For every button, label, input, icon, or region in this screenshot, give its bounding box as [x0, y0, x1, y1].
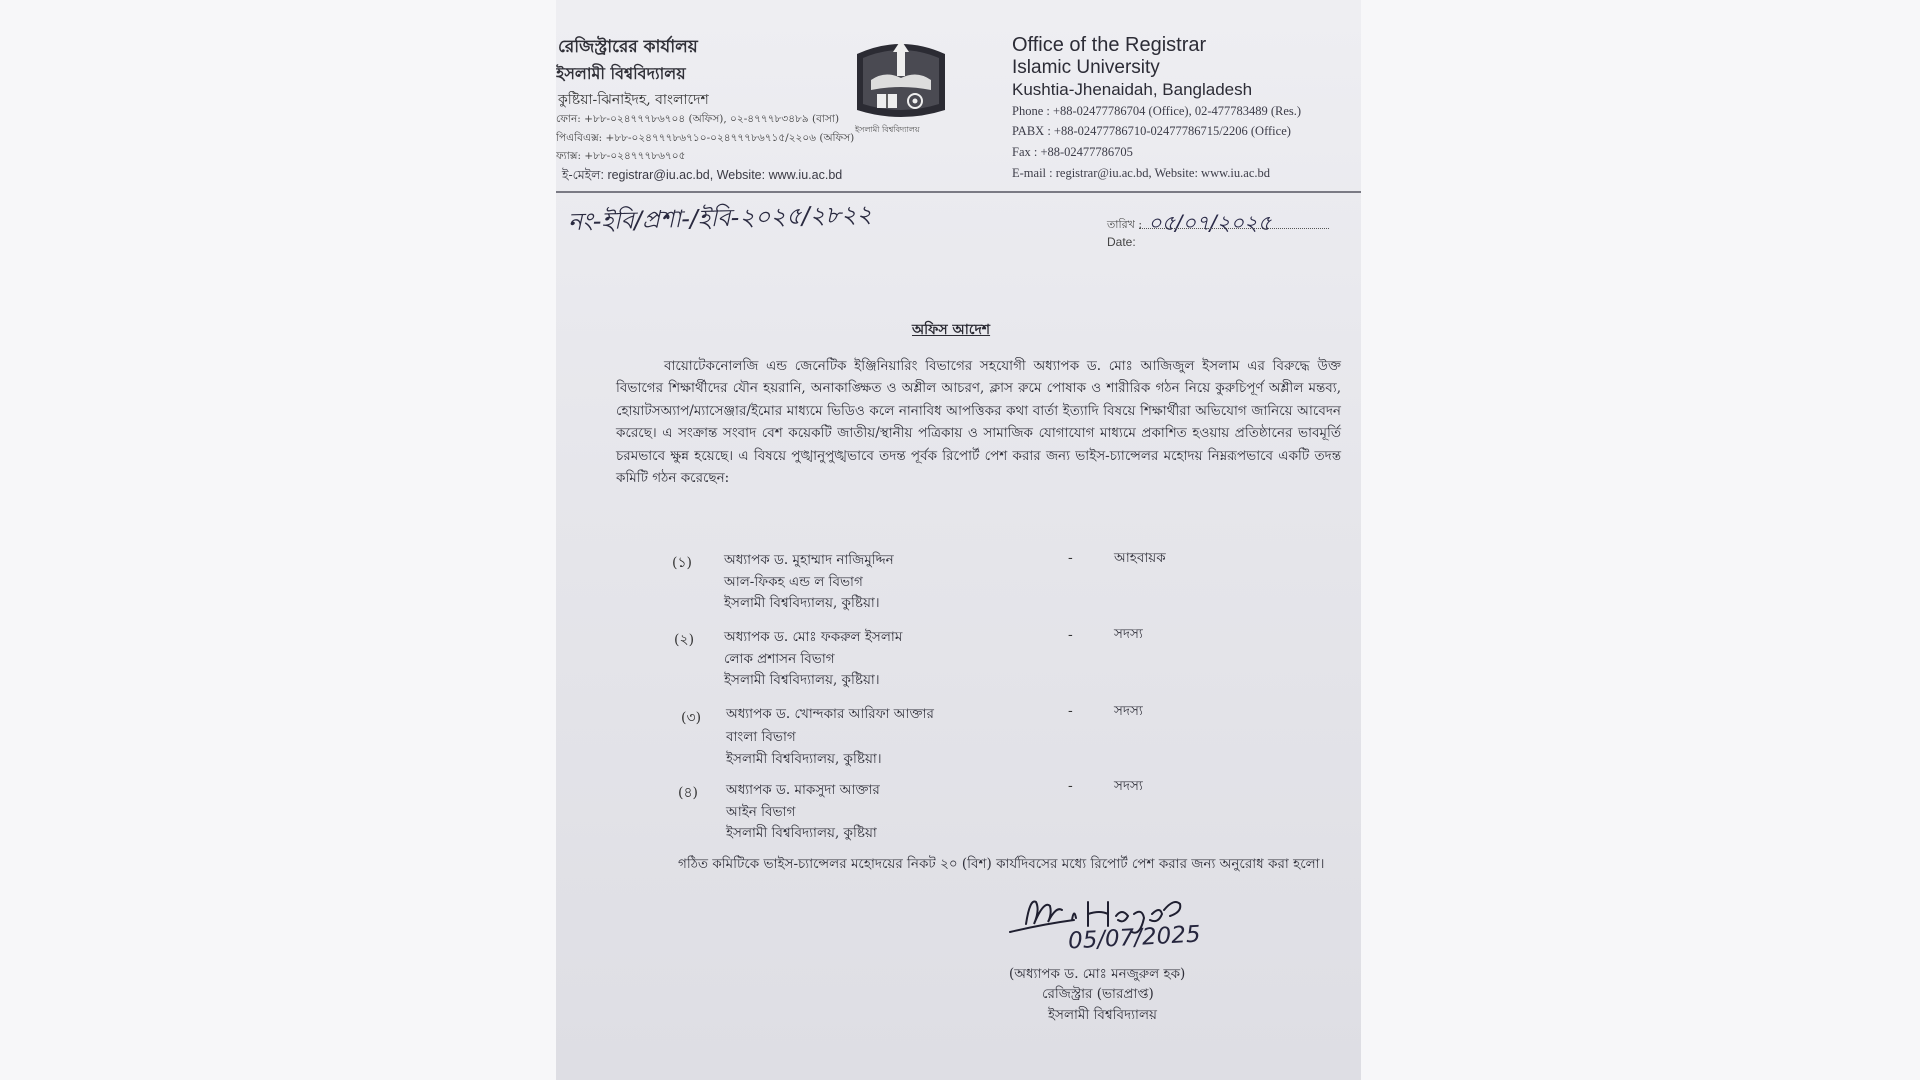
- member-4-name: অধ্যাপক ড. মাকসুদা আক্তার: [726, 782, 880, 798]
- header-en-phone: Phone : +88-02477786704 (Office), 02-477783489 (Res.): [1012, 104, 1302, 118]
- member-4-univ: ইসলামী বিশ্ববিদ্যালয়, কুষ্টিয়া: [726, 825, 877, 841]
- member-2-number: (২): [674, 632, 695, 648]
- member-2-dash: -: [1068, 627, 1073, 643]
- header-en-university: Islamic University: [1012, 57, 1160, 78]
- member-3-dept: বাংলা বিভাগ: [726, 729, 796, 745]
- member-1-role: আহবায়ক: [1114, 550, 1166, 566]
- memo-number: নং-ইবি/প্রশা-/ইবি-২০২৫/২৮২২: [567, 200, 873, 236]
- signatory-title: রেজিস্ট্রার (ভারপ্রাপ্ত): [1042, 986, 1154, 1002]
- header-bn-pabx: পিএবিএক্স: +৮৮-০২৪৭৭৭৮৬৭১০-০২৪৭৭৭৮৬৭১৫/২২০৬ (অফিস): [556, 132, 855, 144]
- member-2-role: সদস্য: [1114, 626, 1143, 642]
- closing-paragraph: গঠিত কমিটিকে ভাইস-চ্যান্সেলর মহোদয়ের নিকট ২০ (বিশ) কার্যদিবসের মধ্যে রিপোর্ট পেশ করার জন্য অনুরোধ করা হলো।: [678, 856, 1325, 872]
- closing-container: [631, 850, 1341, 878]
- header-en-fax: Fax : +88-02477786705: [1012, 145, 1133, 159]
- body-paragraph: বায়োটেকনোলজি এন্ড জেনেটিক ইঞ্জিনিয়ারিং বিভাগের সহযোগী অধ্যাপক ড. মোঃ আজিজুল ইসলাম এর বিরুদ্ধে উক্ত বিভাগের শিক্ষার্থীদের যৌন হয়রানি, অনাকাঙ্ক্ষিত ও অশ্লীল আচরণ, ক্লাস রুমে পোষাক ও শারীরিক গঠন নিয়ে কুরুচিপূর্ণ অশ্লীল মন্তব্য, হোয়াটসঅ্যাপ/ম্যাসেঞ্জার/ইমোর মাধ্যমে ভিডিও কলে নানাবিধ আপত্তিকর কথা বার্তা ইত্যাদি বিষয়ে শিক্ষার্থীরা অভিযোগ জানিয়ে আবেদন করেছে। এ সংক্রান্ত সংবাদ বেশ কয়েকটি জাতীয়/স্থানীয় পত্রিকায় ও সামাজিক যোগাযোগ মাধ্যমে প্রকাশিত হওয়ায় প্রতিষ্ঠানের ভাবমূর্তি চরমভাবে ক্ষুন্ন হয়েছে। এ বিষয়ে পুঙ্খানুপুঙ্খভাবে তদন্ত পূর্বক রিপোর্ট পেশ করার জন্য ভাইস-চ্যান্সেলর মহোদয় নিম্নরূপভাবে একটি তদন্ত কমিটি গঠন করেছেন:: [616, 358, 1341, 487]
- member-4-number: (৪): [678, 785, 699, 801]
- date-underline: [1139, 228, 1329, 229]
- header-bn-location: কুষ্টিয়া-ঝিনাইদহ, বাংলাদেশ: [558, 92, 709, 108]
- header-en-location: Kushtia-Jhenaidah, Bangladesh: [1012, 80, 1253, 99]
- date-label-en: Date:: [1107, 235, 1136, 249]
- university-logo-icon: [853, 40, 949, 136]
- member-2-univ: ইসলামী বিশ্ববিদ্যালয়, কুষ্টিয়া।: [724, 672, 880, 688]
- body-paragraph-container: [616, 355, 1341, 489]
- member-3-dash: -: [1068, 703, 1073, 719]
- document-title: অফিস আদেশ: [912, 322, 991, 338]
- member-3-name: অধ্যাপক ড. খোন্দকার আরিফা আক্তার: [726, 706, 934, 722]
- member-4-dash: -: [1068, 778, 1073, 794]
- date-label-bn: তারিখ :: [1107, 218, 1143, 231]
- signature-date: 05/07/2025: [1067, 921, 1202, 955]
- member-1-number: (১): [672, 555, 693, 571]
- header-en-pabx: PABX : +88-02477786710-02477786715/2206 (Office): [1012, 124, 1291, 138]
- header-divider: [556, 191, 1361, 193]
- logo-caption: ইসলামী বিশ্ববিদ্যালয়: [855, 125, 920, 134]
- member-1-univ: ইসলামী বিশ্ববিদ্যালয়, কুষ্টিয়া।: [724, 595, 880, 611]
- header-bn-office: রেজিস্ট্রারের কার্যালয়: [558, 37, 698, 57]
- member-1-dash: -: [1068, 550, 1073, 566]
- member-2-dept: লোক প্রশাসন বিভাগ: [724, 651, 835, 667]
- member-3-univ: ইসলামী বিশ্ববিদ্যালয়, কুষ্টিয়া।: [726, 751, 882, 767]
- member-1-name: অধ্যাপক ড. মুহাম্মাদ নাজিমুদ্দিন: [724, 552, 894, 568]
- member-2-name: অধ্যাপক ড. মোঃ ফকরুল ইসলাম: [724, 629, 903, 645]
- office-order-document: [556, 0, 1361, 1080]
- header-en-email: E-mail : registrar@iu.ac.bd, Website: www.iu.ac.bd: [1012, 166, 1271, 180]
- header-bn-fax: ফ্যাক্স: +৮৮-০২৪৭৭৭৮৬৭০৫: [556, 150, 686, 162]
- header-en-office: Office of the Registrar: [1012, 34, 1207, 56]
- header-bn-email: ই-মেইল: registrar@iu.ac.bd, Website: www.iu.ac.bd: [562, 168, 843, 182]
- member-4-dept: আইন বিভাগ: [726, 804, 796, 820]
- member-3-number: (৩): [681, 710, 702, 726]
- member-4-role: সদস্য: [1114, 778, 1143, 794]
- header-bn-phone: ফোন: +৮৮-০২৪৭৭৭৮৬৭০৪ (অফিস), ০২-৪৭৭৭৮৩৪৮৯ (বাসা): [556, 113, 840, 125]
- signatory-org: ইসলামী বিশ্ববিদ্যালয়: [1048, 1007, 1157, 1023]
- memo-date: ০৫/০৭/২০২৫: [1148, 211, 1272, 235]
- member-3-role: সদস্য: [1114, 703, 1143, 719]
- member-1-dept: আল-ফিকহ এন্ড ল বিভাগ: [724, 574, 863, 590]
- header-bn-university: ইসলামী বিশ্ববিদ্যালয়: [556, 64, 686, 83]
- signatory-name: (অধ্যাপক ড. মোঃ মনজুরুল হক): [1009, 966, 1186, 982]
